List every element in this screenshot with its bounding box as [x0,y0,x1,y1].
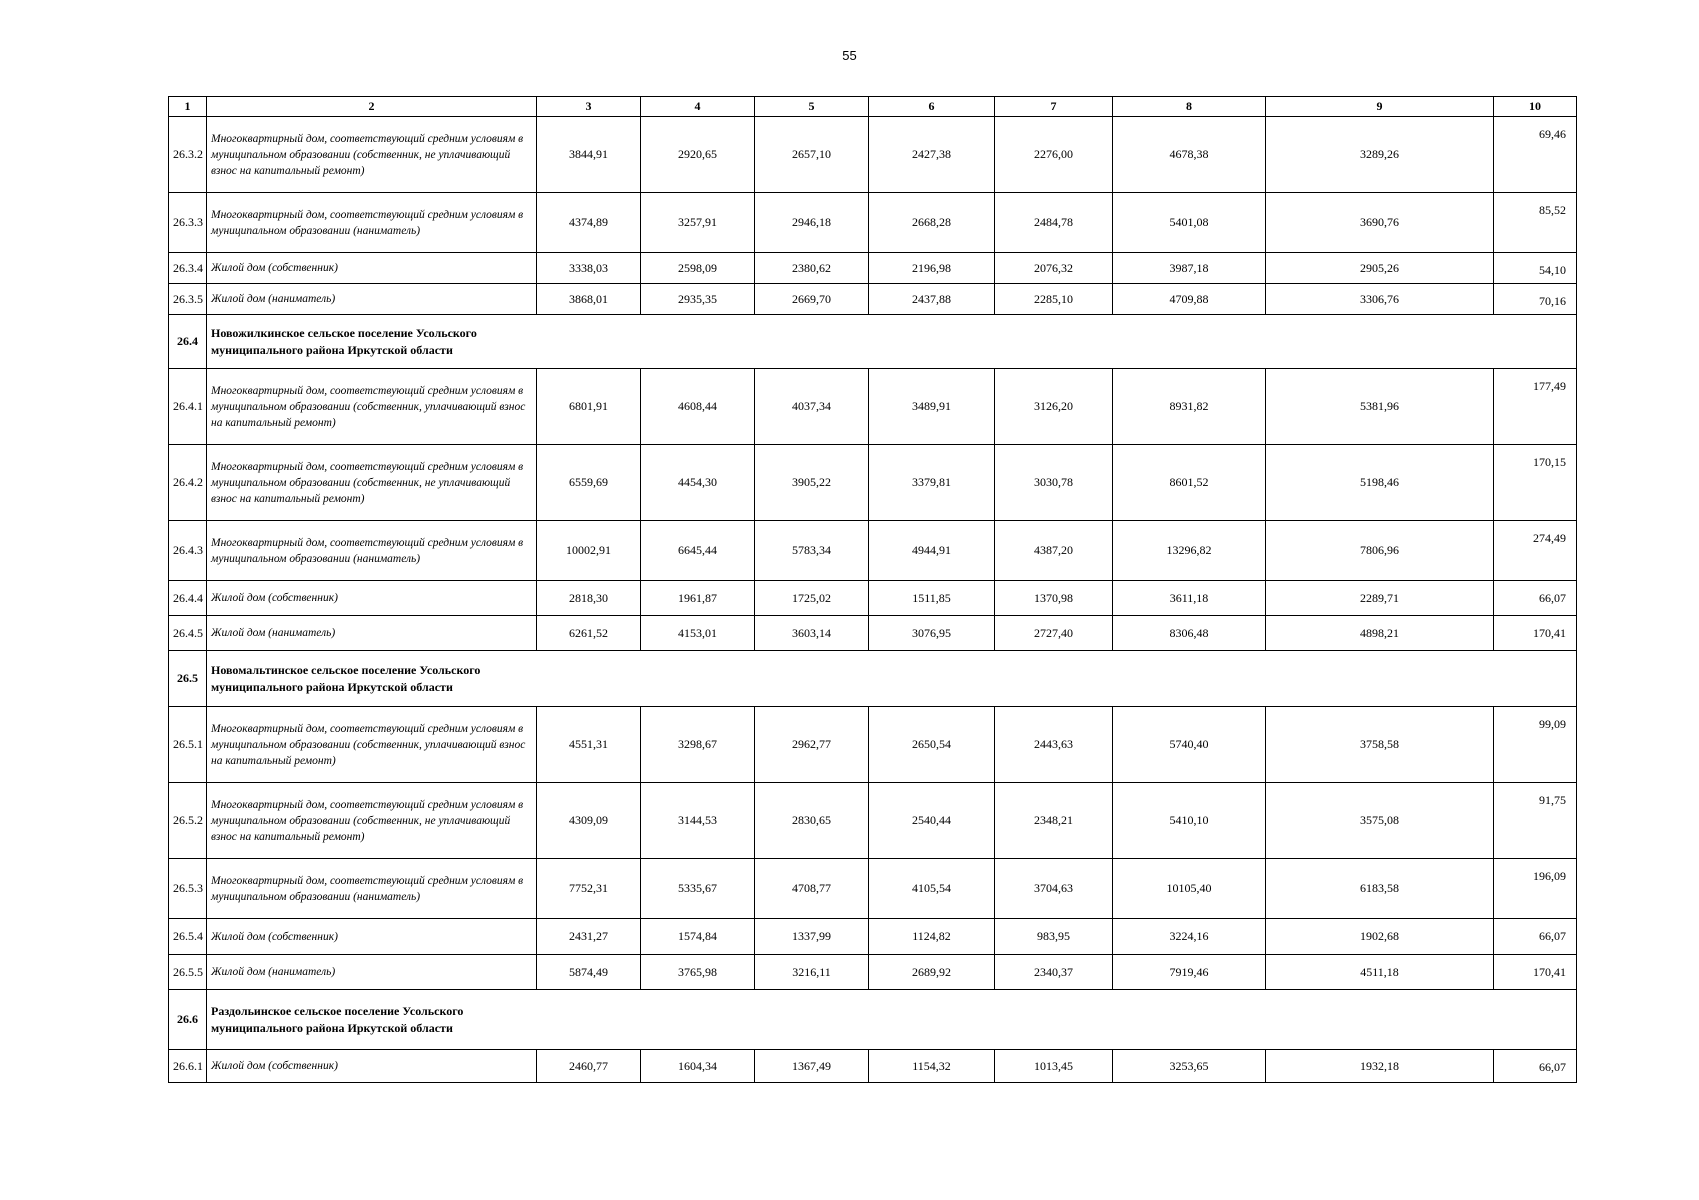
row-name: Многоквартирный дом, соответствующий средним условиям в муниципальном образовании (наниматель) [207,859,537,919]
value-cell-col-3: 6801,91 [537,369,641,445]
column-header-9: 9 [1266,97,1494,117]
section-title [207,315,1577,369]
row-name: Жилой дом (собственник) [207,253,537,284]
value-cell-col-10: 69,46 [1494,117,1577,193]
table-row [169,1050,1577,1083]
row-number: 26.4.5 [169,616,207,651]
value-cell-col-6: 3489,91 [869,369,995,445]
value-cell-col-9: 3306,76 [1266,284,1494,315]
section-title-text: Новомальтинское сельское поселение Усольского муниципального района Иркутской области [211,662,481,694]
column-header-7: 7 [995,97,1113,117]
value-cell-col-5: 4708,77 [755,859,869,919]
table-row [169,707,1577,783]
value-cell-col-4: 2598,09 [641,253,755,284]
table-row [169,521,1577,581]
value-cell-col-3: 6261,52 [537,616,641,651]
value-cell-col-7: 2484,78 [995,193,1113,253]
row-number: 26.5.2 [169,783,207,859]
row-number: 26.3.4 [169,253,207,284]
row-number: 26.4.3 [169,521,207,581]
row-number: 26.4.2 [169,445,207,521]
value-cell-col-9: 7806,96 [1266,521,1494,581]
column-header-8: 8 [1113,97,1266,117]
value-cell-col-3: 5874,49 [537,955,641,990]
value-cell-col-7: 2285,10 [995,284,1113,315]
value-cell-col-10: 170,41 [1494,616,1577,651]
value-cell-col-7: 2727,40 [995,616,1113,651]
row-number: 26.3.5 [169,284,207,315]
row-name: Многоквартирный дом, соответствующий средним условиям в муниципальном образовании (собственник, уплачивающий взнос на капитальный ремонт) [207,707,537,783]
value-cell-col-8: 7919,46 [1113,955,1266,990]
section-title [207,651,1577,707]
section-number: 26.4 [169,315,207,369]
value-cell-col-8: 4709,88 [1113,284,1266,315]
value-cell-col-4: 5335,67 [641,859,755,919]
value-cell-col-8: 4678,38 [1113,117,1266,193]
row-number: 26.4.4 [169,581,207,616]
value-cell-col-5: 1367,49 [755,1050,869,1083]
value-cell-col-9: 4898,21 [1266,616,1494,651]
row-number: 26.6.1 [169,1050,207,1083]
value-cell-col-6: 1511,85 [869,581,995,616]
value-cell-col-4: 4454,30 [641,445,755,521]
value-cell-col-4: 1961,87 [641,581,755,616]
value-cell-col-7: 2076,32 [995,253,1113,284]
value-cell-col-4: 1574,84 [641,919,755,955]
table-row [169,616,1577,651]
row-name: Жилой дом (собственник) [207,1050,537,1083]
value-cell-col-7: 3030,78 [995,445,1113,521]
value-cell-col-6: 2427,38 [869,117,995,193]
value-cell-col-10: 66,07 [1494,581,1577,616]
value-cell-col-4: 3298,67 [641,707,755,783]
value-cell-col-4: 1604,34 [641,1050,755,1083]
value-cell-col-7: 3126,20 [995,369,1113,445]
row-number: 26.5.3 [169,859,207,919]
value-cell-col-9: 5198,46 [1266,445,1494,521]
value-cell-col-5: 2830,65 [755,783,869,859]
row-number: 26.5.1 [169,707,207,783]
row-number: 26.5.4 [169,919,207,955]
row-name: Жилой дом (наниматель) [207,616,537,651]
value-cell-col-6: 2668,28 [869,193,995,253]
value-cell-col-8: 8601,52 [1113,445,1266,521]
value-cell-col-6: 3379,81 [869,445,995,521]
value-cell-col-3: 2460,77 [537,1050,641,1083]
value-cell-col-10: 85,52 [1494,193,1577,253]
value-cell-col-10: 170,41 [1494,955,1577,990]
value-cell-col-3: 4374,89 [537,193,641,253]
row-name: Многоквартирный дом, соответствующий средним условиям в муниципальном образовании (собственник, не уплачивающий взнос на капитальный ремонт) [207,117,537,193]
column-header-1: 1 [169,97,207,117]
value-cell-col-8: 8931,82 [1113,369,1266,445]
value-cell-col-4: 3144,53 [641,783,755,859]
value-cell-col-7: 2276,00 [995,117,1113,193]
value-cell-col-6: 4944,91 [869,521,995,581]
value-cell-col-4: 3257,91 [641,193,755,253]
value-cell-col-5: 1725,02 [755,581,869,616]
row-name: Жилой дом (собственник) [207,581,537,616]
row-name: Жилой дом (собственник) [207,919,537,955]
row-name: Жилой дом (наниматель) [207,955,537,990]
value-cell-col-10: 54,10 [1494,253,1577,284]
row-name: Многоквартирный дом, соответствующий средним условиям в муниципальном образовании (собственник, уплачивающий взнос на капитальный ремонт) [207,369,537,445]
value-cell-col-8: 5401,08 [1113,193,1266,253]
column-header-5: 5 [755,97,869,117]
section-title [207,990,1577,1050]
value-cell-col-7: 3704,63 [995,859,1113,919]
row-name: Многоквартирный дом, соответствующий средним условиям в муниципальном образовании (наниматель) [207,193,537,253]
value-cell-col-10: 177,49 [1494,369,1577,445]
value-cell-col-8: 3253,65 [1113,1050,1266,1083]
value-cell-col-6: 2689,92 [869,955,995,990]
value-cell-col-3: 4309,09 [537,783,641,859]
value-cell-col-10: 91,75 [1494,783,1577,859]
value-cell-col-5: 2946,18 [755,193,869,253]
value-cell-col-8: 13296,82 [1113,521,1266,581]
column-header-3: 3 [537,97,641,117]
table-row [169,193,1577,253]
row-number: 26.3.2 [169,117,207,193]
table-row [169,919,1577,955]
section-row [169,315,1577,369]
value-cell-col-5: 2669,70 [755,284,869,315]
value-cell-col-4: 3765,98 [641,955,755,990]
value-cell-col-6: 2196,98 [869,253,995,284]
value-cell-col-5: 2657,10 [755,117,869,193]
row-name: Многоквартирный дом, соответствующий средним условиям в муниципальном образовании (наниматель) [207,521,537,581]
value-cell-col-5: 3905,22 [755,445,869,521]
value-cell-col-9: 4511,18 [1266,955,1494,990]
value-cell-col-4: 4608,44 [641,369,755,445]
value-cell-col-5: 4037,34 [755,369,869,445]
value-cell-col-6: 2437,88 [869,284,995,315]
tariff-table [168,96,1577,1083]
value-cell-col-10: 170,15 [1494,445,1577,521]
value-cell-col-9: 2905,26 [1266,253,1494,284]
row-number: 26.3.3 [169,193,207,253]
value-cell-col-5: 3603,14 [755,616,869,651]
value-cell-col-7: 2443,63 [995,707,1113,783]
value-cell-col-10: 99,09 [1494,707,1577,783]
row-name: Жилой дом (наниматель) [207,284,537,315]
table-row [169,859,1577,919]
value-cell-col-10: 196,09 [1494,859,1577,919]
value-cell-col-3: 10002,91 [537,521,641,581]
value-cell-col-6: 2540,44 [869,783,995,859]
value-cell-col-3: 6559,69 [537,445,641,521]
value-cell-col-3: 3338,03 [537,253,641,284]
table-row [169,445,1577,521]
table-row [169,955,1577,990]
page-number: 55 [842,48,857,63]
value-cell-col-8: 3224,16 [1113,919,1266,955]
row-name: Многоквартирный дом, соответствующий средним условиям в муниципальном образовании (собственник, не уплачивающий взнос на капитальный ремонт) [207,783,537,859]
value-cell-col-5: 2380,62 [755,253,869,284]
table-row [169,369,1577,445]
column-header-4: 4 [641,97,755,117]
value-cell-col-5: 5783,34 [755,521,869,581]
row-number: 26.4.1 [169,369,207,445]
value-cell-col-9: 6183,58 [1266,859,1494,919]
value-cell-col-8: 8306,48 [1113,616,1266,651]
value-cell-col-7: 2348,21 [995,783,1113,859]
value-cell-col-6: 1124,82 [869,919,995,955]
column-header-10: 10 [1494,97,1577,117]
value-cell-col-9: 3690,76 [1266,193,1494,253]
value-cell-col-4: 6645,44 [641,521,755,581]
value-cell-col-7: 4387,20 [995,521,1113,581]
value-cell-col-8: 5740,40 [1113,707,1266,783]
value-cell-col-6: 3076,95 [869,616,995,651]
column-header-2: 2 [207,97,537,117]
value-cell-col-8: 5410,10 [1113,783,1266,859]
value-cell-col-10: 66,07 [1494,919,1577,955]
value-cell-col-6: 2650,54 [869,707,995,783]
column-header-row [169,97,1577,117]
value-cell-col-5: 2962,77 [755,707,869,783]
row-name: Многоквартирный дом, соответствующий средним условиям в муниципальном образовании (собственник, не уплачивающий взнос на капитальный ремонт) [207,445,537,521]
value-cell-col-7: 1013,45 [995,1050,1113,1083]
value-cell-col-3: 3844,91 [537,117,641,193]
value-cell-col-3: 7752,31 [537,859,641,919]
value-cell-col-6: 4105,54 [869,859,995,919]
value-cell-col-9: 3575,08 [1266,783,1494,859]
value-cell-col-8: 10105,40 [1113,859,1266,919]
value-cell-col-7: 983,95 [995,919,1113,955]
section-row [169,651,1577,707]
value-cell-col-10: 274,49 [1494,521,1577,581]
value-cell-col-8: 3611,18 [1113,581,1266,616]
value-cell-col-8: 3987,18 [1113,253,1266,284]
table-row [169,783,1577,859]
value-cell-col-6: 1154,32 [869,1050,995,1083]
section-title-text: Раздольинское сельское поселение Усольского муниципального района Иркутской области [211,1003,464,1035]
value-cell-col-3: 2431,27 [537,919,641,955]
value-cell-col-7: 1370,98 [995,581,1113,616]
value-cell-col-9: 1902,68 [1266,919,1494,955]
row-number: 26.5.5 [169,955,207,990]
value-cell-col-9: 1932,18 [1266,1050,1494,1083]
value-cell-col-5: 3216,11 [755,955,869,990]
value-cell-col-10: 66,07 [1494,1050,1577,1083]
table-row [169,253,1577,284]
value-cell-col-9: 3289,26 [1266,117,1494,193]
section-number: 26.6 [169,990,207,1050]
table-row [169,581,1577,616]
section-title-text: Новожилкинское сельское поселение Усольского муниципального района Иркутской области [211,325,477,357]
table-row [169,117,1577,193]
value-cell-col-5: 1337,99 [755,919,869,955]
value-cell-col-10: 70,16 [1494,284,1577,315]
value-cell-col-3: 3868,01 [537,284,641,315]
value-cell-col-4: 2920,65 [641,117,755,193]
table-row [169,284,1577,315]
value-cell-col-7: 2340,37 [995,955,1113,990]
section-number: 26.5 [169,651,207,707]
value-cell-col-3: 4551,31 [537,707,641,783]
value-cell-col-4: 4153,01 [641,616,755,651]
column-header-6: 6 [869,97,995,117]
value-cell-col-9: 2289,71 [1266,581,1494,616]
value-cell-col-9: 3758,58 [1266,707,1494,783]
value-cell-col-4: 2935,35 [641,284,755,315]
section-row [169,990,1577,1050]
value-cell-col-3: 2818,30 [537,581,641,616]
value-cell-col-9: 5381,96 [1266,369,1494,445]
